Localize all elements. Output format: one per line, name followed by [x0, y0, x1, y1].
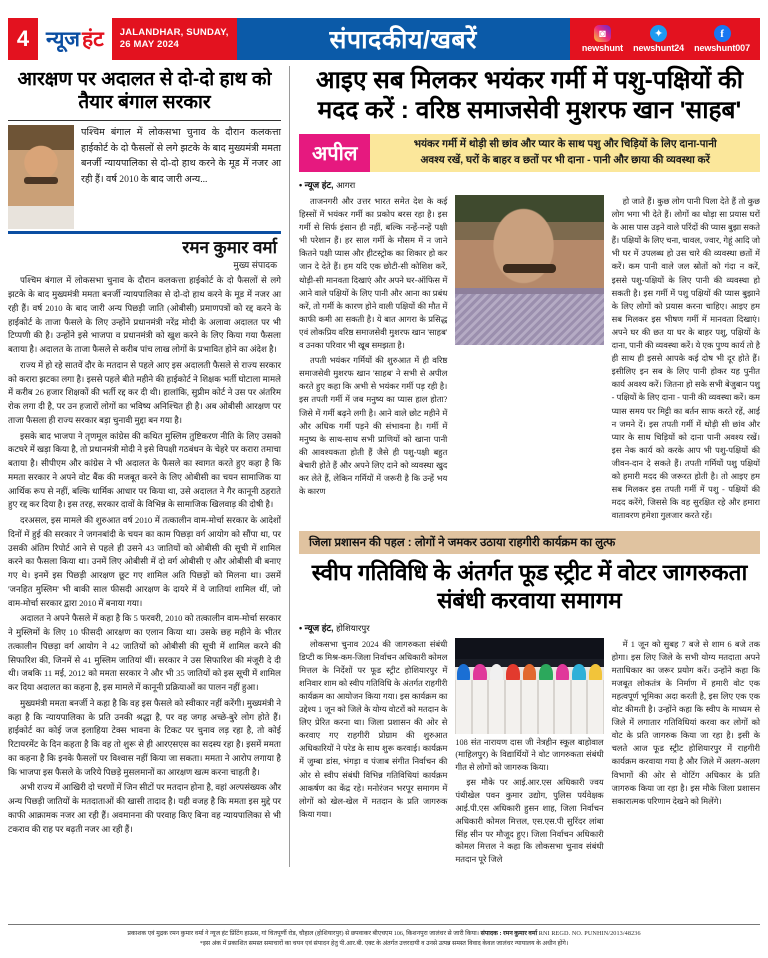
editorial-column [8, 66, 290, 867]
editorial-intro-text: पश्चिम बंगाल में लोकसभा चुनाव के दौरान कलकत्ता हाईकोर्ट के दो फैसलों से लगे झटके के बाद मुख्यमंत्री ममता बनर्जी न्यायपालिका से दो-दो हाथ करने के मूड में नजर आ रही हैं। वर्ष 2010 के बाद जारी अन्य... [81, 127, 281, 185]
brand-logo-part1: न्यूज [46, 28, 80, 51]
photo-caption: 108 संत नारायण दास जी नेत्रहीन स्कूल बाहोवाल (माहिलपुर) के विद्यार्थियों ने वोट जागरुकता संबंधी गीत से लोगों को जागरुक किया। [455, 737, 604, 773]
appeal-line-2: अवश्य रखें, घरों के बाहर व छतों पर भी दाना - पानी और छाया की व्यवस्था करें [420, 154, 710, 166]
bottom-story-col-1 [299, 638, 447, 868]
lead-story-headline: आइए सब मिलकर भयंकर गर्मी में पशु-पक्षियों की मदद करें : वरिष्ठ समाजसेवी मुशरफ खान 'साहब' [315, 67, 744, 125]
social-facebook[interactable] [694, 25, 750, 53]
story-paragraph: तपती भयंकर गर्मियों की शुरुआत में ही वरिष्ठ समाजसेवी मुशरफ खान 'साहब' ने सभी से अपील करते हुए कहा कि अभी से भयंकर गर्मी पड़ रही है। इस तपती गर्मी में जब मनुष्य का प्यास हाल होता? जिसे में गर्मी बढ़ने लगी है। आने वाले छोट महीने में और अधिक गर्मी पड़ने की संभावना है। गर्मी में मनुष्य के साथ-साथ सभी प्राणियों को खाना पानी की आवश्यकता होती हैं जैसे ही पशु-पक्षी बहुत बेचारी होते हैं और अपने लिए दाने को व्यवस्था खुद कर लेते हैं, लेकिन गर्मियों में जरूरी है कि उन्हें भय के कारण [299, 356, 448, 497]
bottom-story-headline: स्वीप गतिविधि के अंतर्गत फूड स्ट्रीट में वोटर जागरुकता संबंधी करवाया समागम [311, 560, 748, 614]
editorial-author-role: मुख्य संपादक [233, 260, 277, 271]
story-paragraph: में 1 जून को सुबह 7 बजे से शाम 6 बजे तक होगा। इस लिए जिले के सभी योग्य मतदाता अपने मताधिकार का जरूर प्रयोग करें। उन्होंने कहा कि मजबूत लोकतंत्र के निर्माण में हमारी वोट एक महत्वपूर्ण भूमिका अदा करती है, इस लिए एक एक वोट कीमती है। उन्होंने कहा कि स्वीप के माध्यम से जिले में लगातार गतिविधियां करवा कर लोगों को वोट के प्रति जागरुक किया जा रहा है। इसी के चलते आज फूड स्ट्रीट होशियारपुर में राहगीरी कार्यक्रम करवाया गया है और जिले में अलग-अलग विभागों की ओर से वोटिंग अधिकार के प्रति जागरुक किया जा रहा है। इस मौके जिला प्रशासन सकारात्मक परिणाम देखने को मिलेंगे। [611, 639, 760, 806]
section-title: संपादकीय/खबरें [237, 18, 570, 60]
editorial-paragraph: मुख्यमंत्री ममता बनर्जी ने कहा है कि वह इस फैसले को स्वीकार नहीं करेंगी। मुख्यमंत्री ने कहा है कि न्यायपालिका के प्रति उनकी श्रद्धा है, पर वह जगह अच्छे-बुरे लोग होते हैं। हाईकोर्ट का कोई जज इलाहिया टेक्स भावना के टिकट पर चुनाव लड़ रहा है, तो कोई रिटायरमेंट के दिन कहता है कि वह तो शुरू से ही आरएसएस का सदस्य रहा है। इसमें ममता का कहना है कि इनके फैसलों पर विश्वास नहीं किया जा सकता। ममता ने आरोप लगाया है कि भाजपा इस फैसले के जरिये पिछड़े मुसलमानों का आरक्षण खत्म करना चाहती है। [8, 697, 281, 777]
facebook-handle: newshunt007 [694, 43, 750, 53]
story-paragraph: ताजनगरी और उत्तर भारत समेत देश के कई हिस्सों में भयंकर गर्मी का प्रकोप बरस रहा है। इस गर्मी से सिर्फ इंसान ही नहीं, बल्कि नन्हें-नन्हें पक्षी भी परेशान हैं। हर साल गर्मी के मौसम में न जाने कितने पक्षी प्यास और हीटस्ट्रोक का शिकार हो कर जान दे देते हैं। हम यदि एक छोटी-सी कोशिश करें, थोड़ी-सी मानवता दिखाएं और अपने घर-ऑफिस में आने वाले पक्षियों के लिए पानी और आना का प्रबंध करें, तो गर्मी के कारण होने वाली पक्षियों की मौत में काफी कमी आ सकती है। ये बात आगरा के प्रसिद्ध एवं लोकप्रिय वरिष्ठ समाजसेवी मुशरफ खान 'साहब' व उनका परिवार भी खूब समझता है। [299, 197, 448, 351]
divider [8, 120, 281, 121]
footer-publisher-text: प्रकाशक एवं मुद्रक रमन कुमार वर्मा ने न्यूज हंट प्रिंटिंग हाऊस, गां चितपूर्णी रोड, चौहाल (होशियारपुर) से छपवाकर बीएचएम 106, किशनपुरा जालंधर से जारी किया। [127, 929, 480, 937]
twitter-handle: newshunt24 [633, 43, 685, 53]
appeal-line-1: भयंकर गर्मी में थोड़ी सी छांव और प्यार के साथ पशु और चिड़ियों के लिए दाना-पानी [413, 138, 717, 150]
main-column [290, 66, 760, 867]
lead-story-col-3 [612, 195, 760, 524]
masthead [8, 18, 760, 60]
editorial-paragraph: अदालत ने अपने फैसले में कहा है कि 5 फरवरी, 2010 को तत्कालीन वाम-मोर्चा सरकार ने मुस्लिमों के लिए 10 फीसदी आरक्षण का एलान किया था। उसके छह महीने के भीतर तत्कालीन पिछड़ा वर्ग आयोग ने 42 जातियों को ओबीसी की सूची में शामिल करने की सिफारिश की, जिनमें से 41 मुस्लिम जातियां थीं। सरकार ने उस सिफारिश की मंजूरी दे दी थी। जबकि 11 मई, 2012 को ममता सरकार ने और भी 35 जातियों को इस सूची में शामिल कर दिया अदालत का कहना है, इस मामले में कानूनी प्रक्रियाओं का पालन नहीं हुआ। [8, 613, 281, 693]
musharraf-khan-photo [455, 195, 603, 345]
dateline-line2: 26 MAY 2024 [119, 39, 179, 50]
bullet-icon: • [299, 180, 303, 190]
bottom-story-col-2 [455, 638, 603, 868]
byline-city: होशियारपुर [336, 622, 370, 633]
editorial-intro-block [8, 125, 281, 229]
dateline [112, 18, 237, 60]
bottom-story-byline: • न्यूज हंट, होशियारपुर [299, 622, 370, 633]
lead-story-col-2 [455, 195, 603, 524]
footer-jurisdiction-line: *इस अंक में प्रकाशित समस्त समाचारों का चयन एवं संपादन हेतु पी.आर.बी. एक्ट के अंतर्गत उत्तरदायी व उनसे उत्पन्न समस्त विवाद केवल जालंधर न्यायालय के अधीन होंगे। [199, 940, 569, 948]
editorial-author-name: रमन कुमार वर्मा [182, 238, 277, 258]
instagram-icon: ◙ [594, 25, 611, 42]
brand-logo[interactable] [38, 18, 112, 60]
page-number: 4 [8, 18, 38, 60]
page-footer [8, 924, 760, 950]
bullet-icon: • [299, 622, 303, 633]
editor-portrait-photo [8, 125, 74, 229]
appeal-banner [299, 134, 760, 172]
twitter-icon: ✦ [650, 25, 667, 42]
editorial-paragraph: दरअसल, इस मामले की शुरुआत वर्ष 2010 में तत्कालीन वाम-मोर्चा सरकार के आदेशों दिनों में हुई की सरकार ने जगनबांदी के चयन का काम पिछड़ा वर्ग आयोग को सौंपा था, पर उसकी अंतिम रिपोर्ट आने से पहले ही उसने 43 जातियों को ओबीसी की सूची में शामिल करने का फैसला किया था। उनमें लिए ओबीसी में दो वर्ग ओबीसी ए और ओबीसी बी बनाए गए थे। इनमें इस पिछड़ी आरक्षण छूट गए शामिल अति पिछड़ों को मिलना था। उसमें 'जनहित मुस्लिम' भी बाकी साल फीसदी आरक्षण के दायरे में वे जातियां शामिल थीं, जो वाम-मोर्चा सरकार द्वारा 2010 में बनाया गया। [8, 515, 281, 608]
story-paragraph: हो जाते हैं। कुछ लोग पानी पिला देते हैं तो कुछ लोग भगा भी देते हैं। लोगों का थोड़ा सा प्रयास घरों के आस पास उड़ने वाले परिंदों की प्यास बुझा सकते हैं। पक्षियों के लिए चना, चावल, ज्वार, गेहूं आदि जो भी घर में उपलब्ध हो उस चारे की व्यवस्था छतों में करें। कम पानी वाले जल स्रोतों को गंदा न करें, इससे पशु-पक्षियों के लिए पानी की व्यवस्था हो सकती है। इस गर्मी में पशु पक्षियों की प्यास बुझाने के लिए लोगों को प्रयास करना चाहिए। आइए हम सब मिलकर इस भीषण गर्मी में मानवता दिखाएं। अपने घर की छत या घर के बाहर पशु, पक्षियों के दाना, पानी की व्यवस्था करें। ये एक पुण्य कार्य तो है ही साथ ही इससे आपके कई दोष भी दूर होते हैं। इसीलिए इन सब के लिए पानी होकर यह पुनीत कार्य अवश्य करें। जितना हो सके सभी बेजुबान पशु - पक्षियों के लिए दाना - पानी की व्यवस्था करें। कम प्यास समय पर मिट्टी का बर्तन साफ करते रहें, आई न जमने दें। इस तपती गर्मी में थोड़ी सी छांव और प्यार के साथ चिड़ियों को दाना पानी अवश्य रखें। इस नेक कार्य को करके आप भी पशु-पक्षियों की जीवन-दान दे सकते हैं। तपती गर्मियों पशु पक्षियों को हमारी मदद की जरूरत होती है। तो आइए हम सब मिलकर इस तपती गर्मी में पशु - पक्षियों की मदद करेंगे, जिससे कि वह सुरक्षित रहे और हमारा वातावरण हमेशा गुलजार करते रहें। [611, 197, 760, 521]
brand-logo-part2: हंट [81, 28, 104, 51]
facebook-icon: f [714, 25, 731, 42]
story-paragraph: लोकसभा चुनाव 2024 की जागरुकता संबंधी डिप्टी क मिश्र-कम-जिला निर्वाचन अधिकारी कोमल मित्तल के निर्देशों पर फूड स्ट्रीट होशियारपुर में शनिवार शाम को स्वीप गतिविधि के अंतर्गत राहगीरी कार्यक्रम का आयोजन किया गया। इस कार्यक्रम का उद्देश्य 1 जून को जिले के योग्य वोटरों को मतदान के लिए प्रेरित करना था। जिला प्रशासन की ओर से करवाए गए राहगीरी प्रोग्राम की शुरुआत अधिकारियों ने परेड के साथ शुरू करवाई। कार्यक्रम में जुम्बा डांस, भंगड़ा व पंजाब संगीत निर्वाचन की ओर से स्वीप संबंधी विभिन्न गतिविधियां कार्यक्रम आकर्षण का केंद्र रहे। मनोरंजन भरपूर समागम में लोगों को खेल-खेल में मतदान के प्रति जागरुक किया गया। [299, 639, 448, 819]
story-paragraph: इस मौके पर आई.आर.एस अधिकारी ज्वय पंथीखेल पवन कुमार उद्योग, पुलिस पर्यवेक्षक आई.पी.एस अधिकारी हुसन शाह, जिला निर्वाचन अधिकारी कोमल मित्तल, एस.एस.पी सुरिंदर लांबा सिंह सीन पर मौजूद हुए। जिला निर्वाचन अधिकारी कोमल मित्तल ने कहा कि लोकसभा चुनाव संबंधी मतदान पूरे जिले [455, 778, 604, 865]
rahgiri-crowd-photo [455, 638, 603, 734]
social-twitter[interactable] [633, 25, 684, 53]
page-content [8, 66, 760, 867]
byline-city: आगरा [336, 180, 356, 190]
photo-figures-bodies [455, 680, 603, 734]
editorial-paragraph: पश्चिम बंगाल में लोकसभा चुनाव के दौरान कलकत्ता हाईकोर्ट के दो फैसलों से लगे झटके के बाद मुख्यमंत्री ममता बनर्जी न्यायपालिका से दो-दो हाथ करने के मूड में नजर आ रही हैं। वर्ष 2010 के बाद जारी अन्य पिछड़ी जाति (ओबीसी) प्रमाणपत्रों को रद्द करने के हाईकोर्ट के ताजा फैसले के लिए उन्होंने प्रधानमंत्री नरेंद्र मोदी के अलावा अदालत पर भी टिप्पणी की है। उन्होंने इसे भाजपा व प्रधानमंत्री को खुश करने के लिए किया गया फैसला बताया है। अदालत के ताजा फैसले से करीब पांच लाख लोगों के प्रभावित होने का अंदेश है। [8, 275, 281, 355]
editorial-body [8, 274, 281, 836]
instagram-handle: newshunt [581, 43, 624, 53]
byline-source: न्यूज हंट [304, 622, 332, 633]
editorial-paragraph: इसके बाद भाजपा ने तृणमूल कांग्रेस की कथित मुस्लिम तुष्टिकरण नीति के लिए उसको कटघरे में खड़ा किया है, तो प्रधानमंत्री मोदी ने इसे विपक्षी गठबंधन के चेहरे पर करारा तमाचा बताया है। सीपीएम और कांग्रेस ने भी अदालत के फैसले का स्वागत करते हुए कहा है कि ममता सरकार ने अपने वोट बैंक की मजबूत करने के लिए ओबीसी का चयन सामाजिक या आर्थिक रूप से नहीं, बल्कि धार्मिक आधार पर किया था, उसे अदालत ने गैर कानूनी ठहराते हुए रद्द कर दिया है। इस तरह, सरकार दावों के विभिन्न के सामाजिक खिलवाड़ की दोषी है। [8, 430, 281, 510]
bottom-story-columns [299, 638, 760, 868]
dateline-line1: JALANDHAR, SUNDAY, [119, 26, 229, 38]
editorial-headline: आरक्षण पर अदालत से दो-दो हाथ को तैयार बंगाल सरकार [17, 69, 272, 114]
byline-source: न्यूज हंट [304, 180, 332, 190]
bottom-story-kicker: जिला प्रशासन की पहल : लोगों ने जमकर उठाया राहगीरी कार्यक्रम का लुत्फ [299, 531, 760, 554]
social-instagram[interactable] [582, 25, 623, 53]
footer-imprint-line [8, 929, 760, 940]
lead-story-byline: • न्यूज हंट, आगरा [299, 180, 356, 190]
lead-story-columns [299, 195, 760, 524]
appeal-badge: अपील [299, 134, 370, 172]
lead-story-col-1 [299, 195, 447, 524]
bottom-story-col-3 [612, 638, 760, 868]
footer-editor-text: संपादक : रमन कुमार वर्मा [480, 929, 538, 937]
editorial-paragraph: अभी राज्य में आखिरी दो चरणों में जिन सीटों पर मतदान होना है, वहां अल्पसंख्यक और अन्य पिछड़ी जातियों के मतदाताओं की खासी तादाद है। यही वजह है कि ममता इस मुद्दे पर काफी आक्रामक नजर आ रही हैं। अवमानना की परवाह किए बिना वह न्यायपालिका से भी टकराव की राह पर बढ़ती नजर आ रही हैं। [8, 782, 281, 834]
newspaper-page [0, 18, 768, 958]
social-links [570, 18, 760, 60]
footer-rni-number: RNI REGD. NO. PUNHIN/2013/48236 [538, 929, 641, 937]
editorial-paragraph: राज्य में हो रहे सातवें दौर के मतदान से पहले आए इस अदालती फैसले से राज्य सरकार को करारा झटका लगा है। इससे पहले बीते महीने की हाईकोर्ट ने शिक्षक भर्ती घोटाला मामले में करीब 26 हजार शिक्षकों की भर्ती रद्द कर दी थी। हालांकि, सुप्रीम कोर्ट ने उस पर अंतरिम रोक लगा दी है, पर उन हजारों लोगों का भविष्य अनिश्चित ही है। अब ओबीसी आरक्षण पर ताजा फैसला ही राज्य सरकार बड़ा चुनावी मुद्दा बन गया है। [8, 359, 281, 425]
appeal-text [370, 134, 760, 172]
